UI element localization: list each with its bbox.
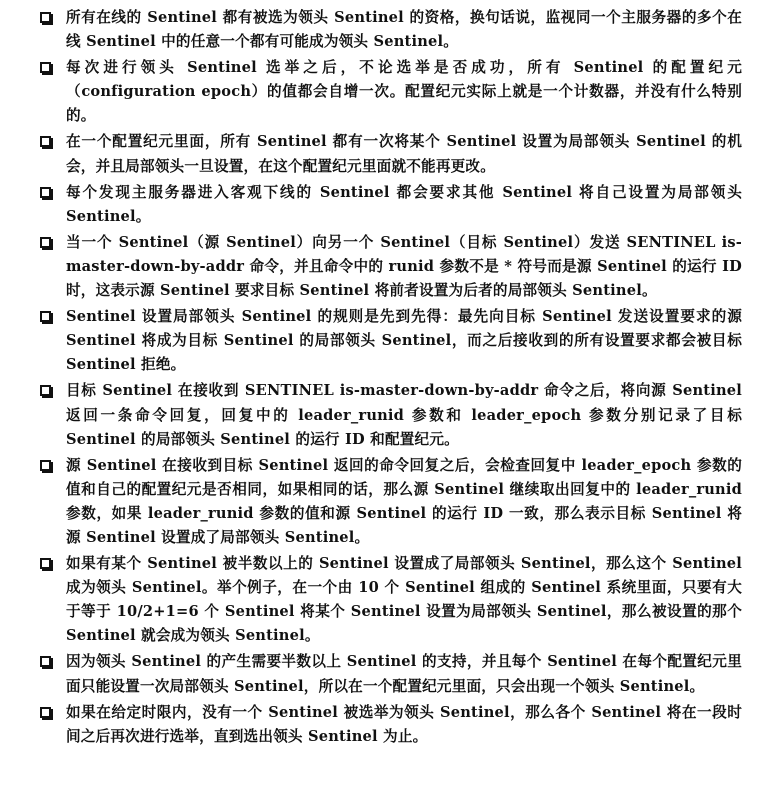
- list-item: [66, 305, 742, 377]
- list-item: [66, 56, 742, 128]
- checkbox-bullet-icon: [40, 237, 51, 248]
- list-item: [66, 130, 742, 178]
- checkbox-bullet-icon: [40, 656, 51, 667]
- bullet-list: [66, 6, 742, 749]
- list-item: [66, 454, 742, 550]
- list-item-text: 每次进行领头 Sentinel 选举之后，不论选举是否成功，所有 Sentinel 的配置纪元（configuration epoch）的值都会自增一次。配置纪元实际上就是一个计数器，并没有什么特别的。: [66, 59, 742, 125]
- list-item: [66, 181, 742, 229]
- list-item: [66, 6, 742, 54]
- checkbox-bullet-icon: [40, 460, 51, 471]
- list-item: [66, 552, 742, 648]
- list-item: [66, 650, 742, 698]
- list-item-text: 源 Sentinel 在接收到目标 Sentinel 返回的命令回复之后，会检查回复中 leader_epoch 参数的值和自己的配置纪元是否相同，如果相同的话，那么源 Sentinel 继续取出回复中的 leader_runid 参数，如果 leader_runid 参数的值和源 Sentinel 的运行 ID 一致，那么表示目标 Sentinel 将源 Sentinel 设置成了局部领头 Sentinel。: [66, 456, 742, 546]
- checkbox-bullet-icon: [40, 136, 51, 147]
- list-item-text: 如果在给定时限内，没有一个 Sentinel 被选举为领头 Sentinel，那么各个 Sentinel 将在一段时间之后再次进行选举，直到选出领头 Sentinel 为止。: [66, 703, 742, 745]
- list-item-text: Sentinel 设置局部领头 Sentinel 的规则是先到先得：最先向目标 Sentinel 发送设置要求的源 Sentinel 将成为目标 Sentinel 的局部领头 Sentinel，而之后接收到的所有设置要求都会被目标 Sentinel 拒绝。: [66, 308, 742, 374]
- list-item-text: 每个发现主服务器进入客观下线的 Sentinel 都会要求其他 Sentinel 将自己设置为局部领头 Sentinel。: [66, 183, 742, 225]
- list-item-text: 当一个 Sentinel（源 Sentinel）向另一个 Sentinel（目标 Sentinel）发送 SENTINEL is-master-down-by-addr 命令，并且命令中的 runid 参数不是 * 符号而是源 Sentinel 的运行 ID 时，这表示源 Sentinel 要求目标 Sentinel 将前者设置为后者的局部领头 Sentinel。: [66, 233, 742, 300]
- list-item: [66, 701, 742, 749]
- list-item: [66, 379, 742, 451]
- checkbox-bullet-icon: [40, 558, 51, 569]
- list-item-text: 目标 Sentinel 在接收到 SENTINEL is-master-down-by-addr 命令之后，将向源 Sentinel 返回一条命令回复，回复中的 leader_runid 参数和 leader_epoch 参数分别记录了目标 Sentinel 的局部领头 Sentinel 的运行 ID 和配置纪元。: [66, 382, 742, 448]
- checkbox-bullet-icon: [40, 187, 51, 198]
- checkbox-bullet-icon: [40, 385, 51, 396]
- checkbox-bullet-icon: [40, 311, 51, 322]
- list-item-text: 所有在线的 Sentinel 都有被选为领头 Sentinel 的资格，换句话说，监视同一个主服务器的多个在线 Sentinel 中的任意一个都有可能成为领头 Sentinel。: [66, 9, 742, 51]
- list-item-text: 在一个配置纪元里面，所有 Sentinel 都有一次将某个 Sentinel 设置为局部领头 Sentinel 的机会，并且局部领头一旦设置，在这个配置纪元里面就不能再更改。: [66, 133, 742, 175]
- list-item: [66, 231, 742, 303]
- list-item-text: 因为领头 Sentinel 的产生需要半数以上 Sentinel 的支持，并且每个 Sentinel 在每个配置纪元里面只能设置一次局部领头 Sentinel，所以在一个配置纪元里面，只会出现一个领头 Sentinel。: [66, 653, 742, 695]
- checkbox-bullet-icon: [40, 707, 51, 718]
- checkbox-bullet-icon: [40, 62, 51, 73]
- checkbox-bullet-icon: [40, 12, 51, 23]
- list-item-text: 如果有某个 Sentinel 被半数以上的 Sentinel 设置成了局部领头 Sentinel，那么这个 Sentinel 成为领头 Sentinel。举个例子，在一个由 10 个 Sentinel 组成的 Sentinel 系统里面，只要有大于等于 10/2+1=6 个 Sentinel 将某个 Sentinel 设置为局部领头 Sentinel，那么被设置的那个 Sentinel 就会成为领头 Sentinel。: [66, 555, 742, 645]
